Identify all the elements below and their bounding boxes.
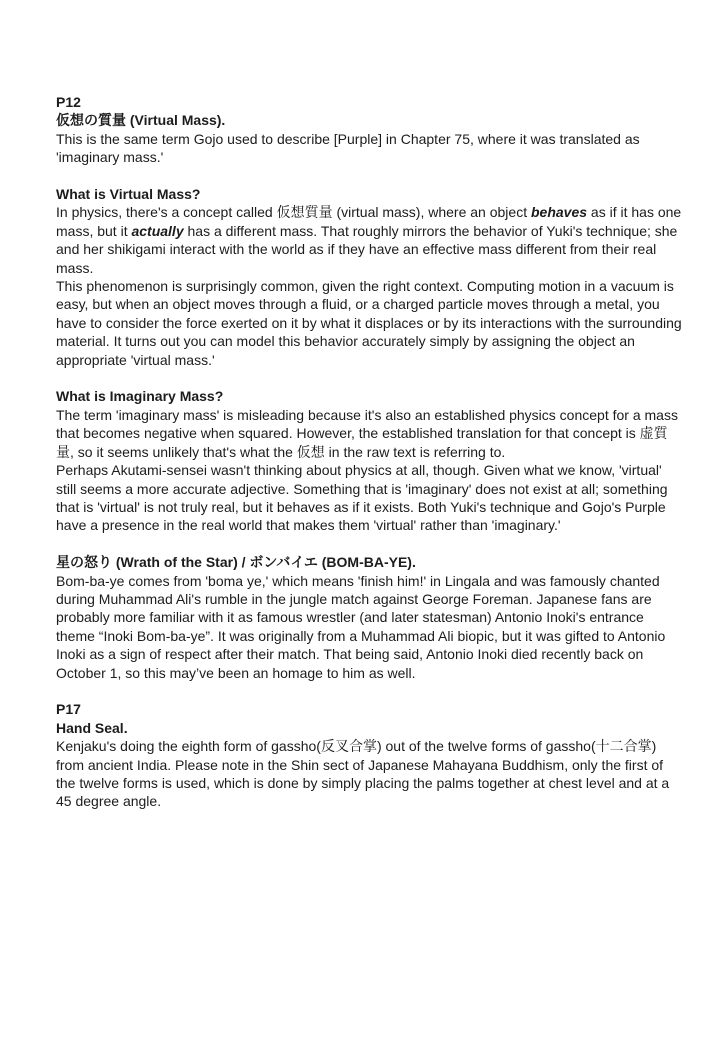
text-run: 仮想の質量 (Virtual Mass). [56,112,226,129]
paragraph [56,572,683,682]
text-run: What is Imaginary Mass? [56,388,224,405]
paragraph-spacer [56,369,683,387]
paragraph [56,737,683,811]
paragraph-spacer [56,167,683,185]
section-heading [56,185,683,203]
paragraph [56,461,683,535]
emphasized-text: behaves [530,204,588,221]
text-run: P12 [56,94,81,110]
paragraph [56,203,683,277]
paragraph-spacer [56,535,683,553]
text-run: In physics, there's a concept called 仮想質量 (virtual mass), where an object [56,204,531,221]
text-run: Hand Seal. [56,719,128,736]
text-run: Bom-ba-ye comes from 'boma ye,' which means 'finish him!' in Lingala and was famously chanted during Muhammad Ali's rumble in the jungle match against George Foreman. Japanese fans are probably more familiar with it as famous wrestler (and later statesman) Antonio Inoki's entrance theme “Inoki Bom-ba-ye”. It was originally from a Muhammad Ali biopic, but it was gifted to Antonio Inoki as a sign of respect after their match. That being said, Antonio Inoki died recently back on October 1, so this may’ve been an homage to him as well. [56,572,666,681]
section-heading [56,553,683,571]
document-body [56,93,683,811]
text-run: This is the same term Gojo used to describe [Purple] in Chapter 75, where it was translated as 'imaginary mass.' [56,130,640,166]
paragraph [56,406,683,461]
section-heading [56,700,683,718]
paragraph [56,277,683,369]
text-run: This phenomenon is surprisingly common, given the right context. Computing motion in a vacuum is easy, but when an object moves through a fluid, or a charged particle moves through a metal, you have to consider the force exerted on it by what it displaces or by its interactions with the surrounding material. It turns out you can model this behavior accurately simply by assigning the object an appropriate 'virtual mass.' [56,278,682,368]
text-run: Perhaps Akutami-sensei wasn't thinking about physics at all, though. Given what we know, 'virtual' still seems a more accurate adjective. Something that is 'imaginary' does not exist at all; something that is 'virtual' is not truly real, but it behaves as if it exists. Both Yuki's technique and Gojo's Purple have a presence in the real world that makes them 'virtual' rather than 'imaginary.' [56,462,668,534]
paragraph [56,130,683,167]
text-run: What is Virtual Mass? [56,186,201,203]
text-run: as if it has one mass, but it [56,204,682,239]
text-run: has a different mass. That roughly mirrors the behavior of Yuki's technique; she and her shikigami interact with the world as if they have an effective mass different from their real mass. [56,222,678,276]
emphasized-text: actually [131,222,184,239]
text-run: Kenjaku's doing the eighth form of gassho(反叉合掌) out of the twelve forms of gassho(十二合掌) from ancient India. Please note in the Shin sect of Japanese Mahayana Buddhism, only the first of the twelve forms is used, which is done by simply placing the palms together at chest level and at a 45 degree angle. [56,738,670,810]
text-run: 星の怒り (Wrath of the Star) / ボンバイエ (BOM-BA-YE). [56,554,416,571]
section-heading [56,387,683,405]
text-run: The term 'imaginary mass' is misleading because it's also an established physics concept for a mass that becomes negative when squared. However, the established translation for that concept is 虚質量, so it seems unlikely that's what the 仮想 in the raw text is referring to. [56,406,678,460]
section-heading [56,93,683,111]
section-heading [56,719,683,737]
text-run: P17 [56,701,81,718]
section-heading [56,111,683,129]
paragraph-spacer [56,682,683,700]
